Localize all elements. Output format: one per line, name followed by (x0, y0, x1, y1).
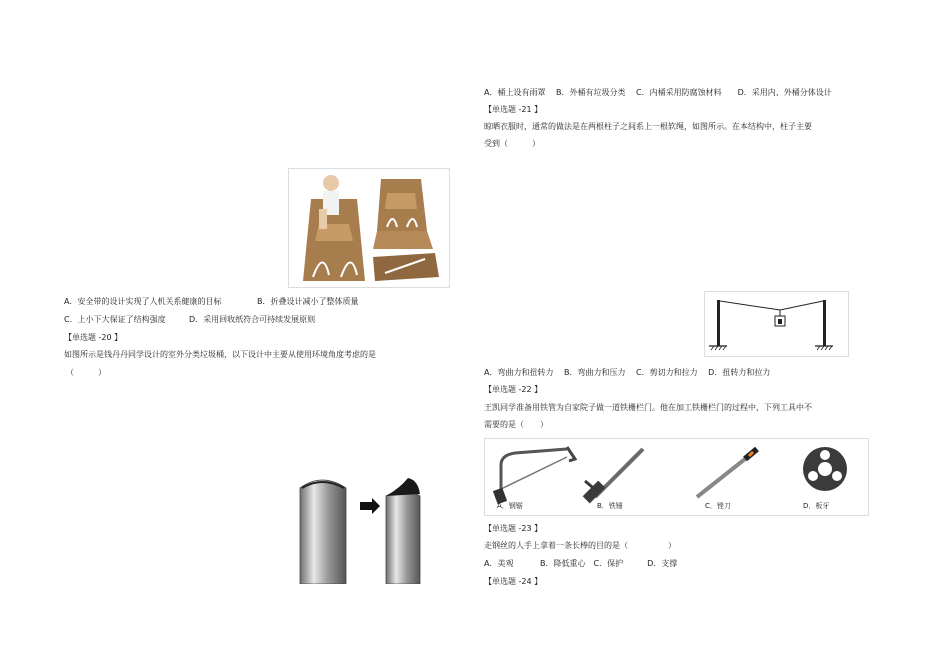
tool-label-b: B．铁锤 (597, 502, 623, 510)
die-icon (803, 447, 847, 491)
q20-blank: （ ） (66, 368, 106, 377)
q22-stem-line1: 王凯同学准备用铁管为自家院子做一道铁栅栏门。他在加工铁栅栏门的过程中，下列工具中不 (484, 403, 812, 412)
q19-option-c: C．上小下大保证了结构强度 (64, 315, 166, 324)
q20-options: A．桶上设有雨罩 B．外桶有垃圾分类 C．内桶采用防腐蚀材料 D．采用内、外桶分体设计 (484, 88, 832, 97)
q20-tag: 【单选题 -20 】 (64, 333, 123, 342)
q23-options: A．美观 B．降低重心 C．保护 D．支撑 (484, 559, 678, 568)
hacksaw-icon (493, 447, 575, 504)
q23-stem: 走钢丝的人手上拿着一条长棒的目的是（ ） (484, 541, 676, 550)
q21-stem-line2: 受到（ ） (484, 139, 540, 148)
q21-options: A．弯曲力和扭转力 B．弯曲力和压力 C．剪切力和拉力 D．扭转力和拉力 (484, 368, 771, 377)
tool-label-c: C．锉刀 (705, 502, 731, 510)
q19-option-a: A．安全带的设计实现了人机关系健康的目标 (64, 297, 222, 306)
q24-tag: 【单选题 -24 】 (484, 577, 543, 586)
baby-chair-figure (288, 168, 450, 288)
q23-tag: 【单选题 -23 】 (484, 524, 543, 533)
q21-stem-line1: 晾晒衣服时，通常的做法是在两根柱子之间系上一根软绳，如图所示。在本结构中，柱子主要 (484, 122, 812, 131)
tools-figure (484, 438, 869, 516)
file-icon (697, 449, 757, 497)
q20-stem: 如图所示是钱丹丹同学设计的室外分类垃圾桶，以下设计中主要从使用环境角度考虑的是 (64, 350, 376, 359)
q19-option-b: B．折叠设计减小了整体质量 (257, 297, 359, 306)
q21-tag: 【单选题 -21 】 (484, 105, 543, 114)
tool-label-d: D．板牙 (803, 502, 830, 510)
hammer-icon (583, 449, 643, 503)
q22-stem-line2: 需要的是（ ） (484, 420, 548, 429)
q22-tag: 【单选题 -22 】 (484, 385, 543, 394)
clothesline-figure (704, 291, 849, 357)
tool-label-a: A．钢锯 (497, 502, 523, 510)
trash-can-figure (288, 466, 428, 584)
q19-option-d: D．采用回收纸符合可持续发展原则 (189, 315, 316, 324)
